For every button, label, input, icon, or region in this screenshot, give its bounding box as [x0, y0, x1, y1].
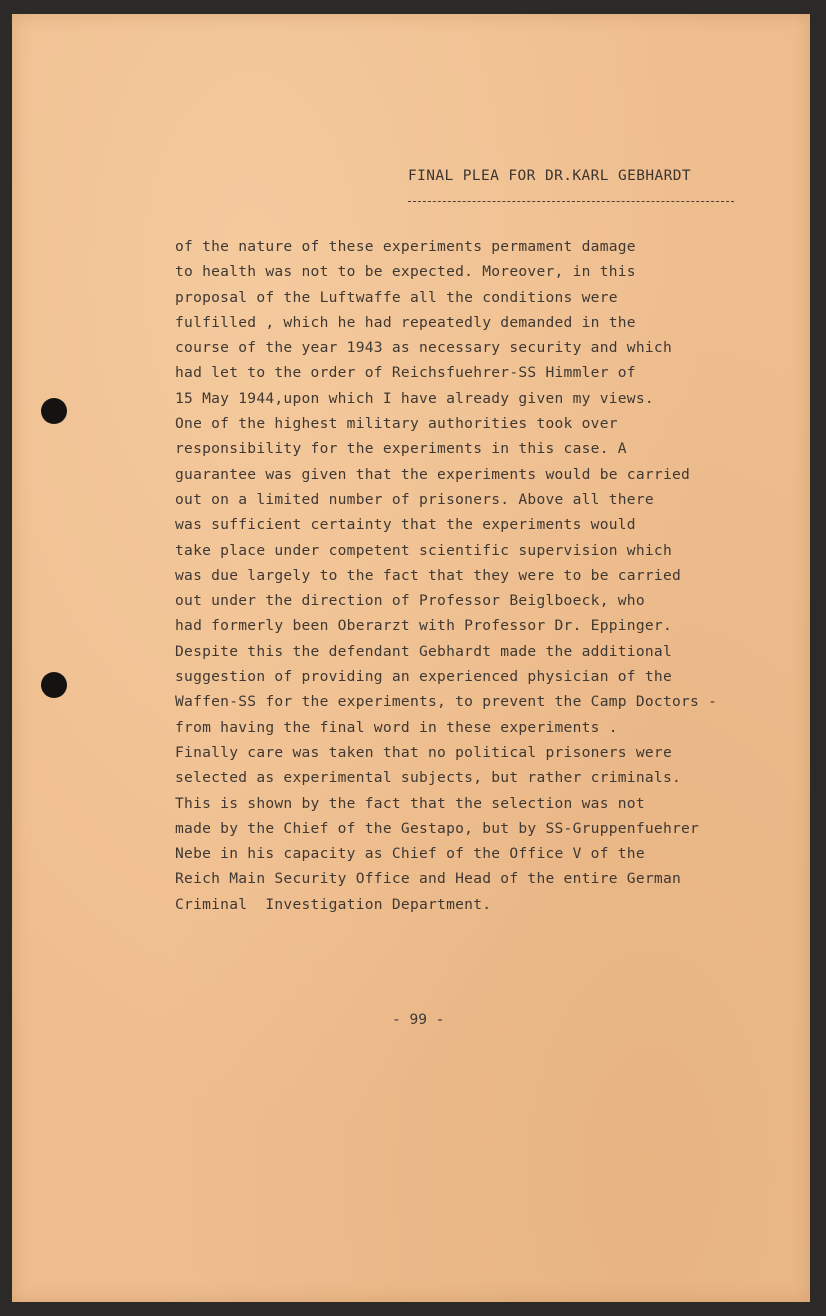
text-line: selected as experimental subjects, but rather criminals.	[175, 769, 682, 787]
text-line: was due largely to the fact that they were to be carried	[175, 566, 682, 584]
text-line: had formerly been Oberarzt with Professor Dr. Eppinger.	[175, 617, 672, 635]
text-line: Nebe in his capacity as Chief of the Office V of the	[175, 845, 645, 863]
header-underline	[408, 201, 734, 202]
text-line: out under the direction of Professor Beiglboeck, who	[175, 592, 645, 610]
text-line: Finally care was taken that no political prisoners were	[175, 743, 672, 761]
body-text	[175, 234, 775, 917]
text-line: guarantee was given that the experiments would be carried	[175, 465, 691, 483]
text-line: One of the highest military authorities took over	[175, 415, 618, 433]
text-line: responsibility for the experiments in this case. A	[175, 440, 627, 458]
text-line: fulfilled , which he had repeatedly demanded in the	[175, 313, 636, 331]
text-line: to health was not to be expected. Moreover, in this	[175, 263, 636, 281]
text-line: course of the year 1943 as necessary security and which	[175, 339, 672, 357]
text-line: proposal of the Luftwaffe all the conditions were	[175, 288, 618, 306]
text-line: was sufficient certainty that the experiments would	[175, 516, 636, 534]
page-number: - 99 -	[392, 1012, 445, 1028]
text-line: take place under competent scientific supervision which	[175, 541, 672, 559]
punch-hole	[41, 672, 67, 698]
text-line: out on a limited number of prisoners. Above all there	[175, 490, 654, 508]
text-line: 15 May 1944,upon which I have already given my views.	[175, 389, 654, 407]
text-line: of the nature of these experiments permament damage	[175, 238, 636, 255]
text-line: Despite this the defendant Gebhardt made the additional	[175, 642, 672, 660]
text-line: This is shown by the fact that the selection was not	[175, 794, 645, 812]
punch-hole	[41, 398, 67, 424]
text-line: suggestion of providing an experienced physician of the	[175, 668, 672, 686]
page-header: FINAL PLEA FOR DR.KARL GEBHARDT	[408, 168, 692, 184]
text-line: from having the final word in these experiments .	[175, 718, 618, 736]
text-line: Criminal Investigation Department.	[175, 895, 492, 913]
text-line: made by the Chief of the Gestapo, but by SS-Gruppenfuehrer	[175, 819, 700, 837]
text-line: Reich Main Security Office and Head of the entire German	[175, 870, 682, 888]
text-line: had let to the order of Reichsfuehrer-SS Himmler of	[175, 364, 636, 382]
text-line: Waffen-SS for the experiments, to prevent the Camp Doctors -	[175, 693, 718, 711]
